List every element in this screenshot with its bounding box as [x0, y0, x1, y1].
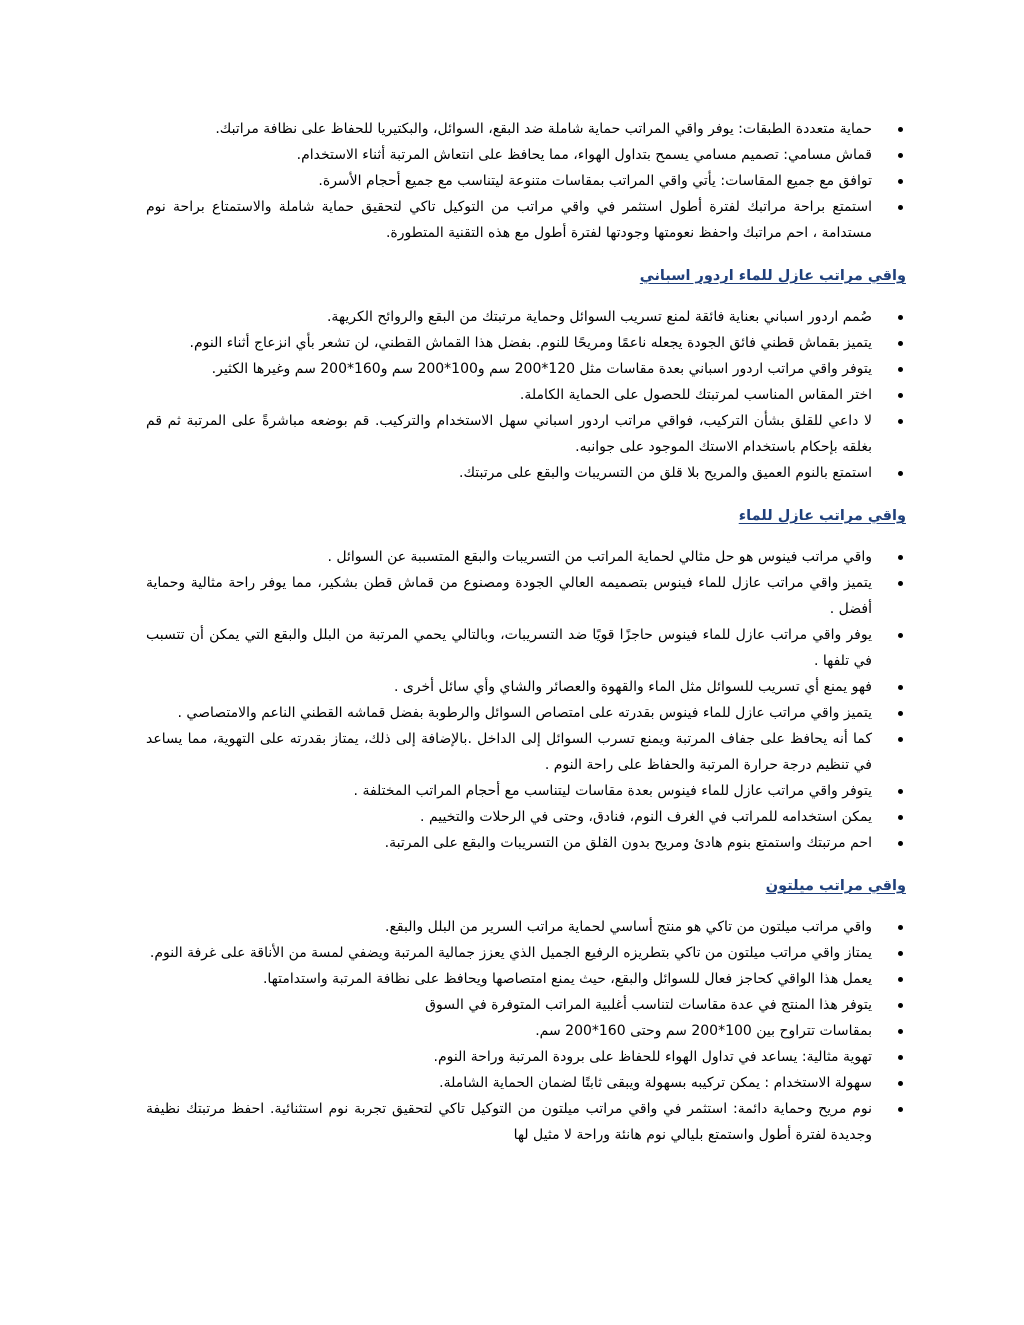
list-item: يتوفر هذا المنتج في عدة مقاسات لتناسب أغلبية المراتب المتوفرة في السوق [146, 992, 906, 1018]
section-waterproof [146, 504, 906, 856]
list-item: يتميز واقي مراتب عازل للماء فينوس بقدرته على امتصاص السوائل والرطوبة بفضل قماشه القطني الناعم والامتصاصي . [146, 700, 906, 726]
bullet-list [146, 304, 906, 486]
list-item: حماية متعددة الطبقات: يوفر واقي المراتب حماية شاملة ضد البقع، السوائل، والبكتيريا للحفاظ على نظافة مراتبك. [146, 116, 906, 142]
list-item: يتوفر واقي مراتب اردور اسباني بعدة مقاسات مثل 120*200 سم و100*200 سم و160*200 سم وغيرها الكثير. [146, 356, 906, 382]
list-item: كما أنه يحافظ على جفاف المرتبة ويمنع تسرب السوائل إلى الداخل .بالإضافة إلى ذلك، يمتاز بقدرته على التهوية، مما يساعد في تنظيم درجة حرارة المرتبة والحفاظ على راحة النوم . [146, 726, 906, 778]
list-item: يوفر واقي مراتب عازل للماء فينوس حاجزًا قويًا ضد التسريبات، وبالتالي يحمي المرتبة من البلل والبقع التي يمكن أن تتسبب في تلفها . [146, 622, 906, 674]
list-item: صُمم اردور اسباني بعناية فائقة لمنع تسريب السوائل وحماية مرتبتك من البقع والروائح الكريهة. [146, 304, 906, 330]
list-item: يتميز بقماش قطني فائق الجودة يجعله ناعمًا ومريحًا للنوم. بفضل هذا القماش القطني، لن تشعر بأي انزعاج أثناء النوم. [146, 330, 906, 356]
list-item: سهولة الاستخدام : يمكن تركيبه بسهولة ويبقى ثابتًا لضمان الحماية الشاملة. [146, 1070, 906, 1096]
bullet-list [146, 914, 906, 1148]
list-item: فهو يمنع أي تسريب للسوائل مثل الماء والقهوة والعصائر والشاي وأي سائل أخرى . [146, 674, 906, 700]
list-item: قماش مسامي: تصميم مسامي يسمح بتداول الهواء، مما يحافظ على انتعاش المرتبة أثناء الاستخدام. [146, 142, 906, 168]
list-item: يمتاز واقي مراتب ميلتون من تاكي بتطريزه الرفيع الجميل الذي يعزز جمالية المرتبة ويضفي لمسة من الأناقة على غرفة النوم. [146, 940, 906, 966]
list-item: استمتع بالنوم العميق والمريح بلا قلق من التسريبات والبقع على مرتبتك. [146, 460, 906, 486]
section-heading[interactable]: واقي مراتب ميلتون [765, 878, 906, 894]
section-heading[interactable]: واقي مراتب عازل للماء اردور اسباني [639, 268, 906, 284]
section-heading[interactable]: واقي مراتب عازل للماء [738, 508, 906, 524]
section-ardour-spanish [146, 264, 906, 486]
list-item: يعمل هذا الواقي كحاجز فعال للسوائل والبقع، حيث يمنع امتصاصها ويحافظ على نظافة المرتبة واستدامتها. [146, 966, 906, 992]
list-item: يمكن استخدامه للمراتب في الغرف النوم، فنادق، وحتى في الرحلات والتخييم . [146, 804, 906, 830]
list-item: يتوفر واقي مراتب عازل للماء فينوس بعدة مقاسات ليتناسب مع أحجام المراتب المختلفة . [146, 778, 906, 804]
bullet-list [146, 544, 906, 856]
bullet-list [146, 116, 906, 246]
list-item: توافق مع جميع المقاسات: يأتي واقي المراتب بمقاسات متنوعة ليتناسب مع جميع أحجام الأسرة. [146, 168, 906, 194]
list-item: بمقاسات تتراوح بين 100*200 سم وحتى 160*200 سم. [146, 1018, 906, 1044]
list-item: يتميز واقي مراتب عازل للماء فينوس بتصميمه العالي الجودة ومصنوع من قماش قطن بشكير، مما يوفر راحة مثالية وحماية أفضل . [146, 570, 906, 622]
list-item: واقي مراتب فينوس هو حل مثالي لحماية المراتب من التسريبات والبقع المتسببة عن السوائل . [146, 544, 906, 570]
section-milton [146, 874, 906, 1148]
list-item: واقي مراتب ميلتون من تاكي هو منتج أساسي لحماية مراتب السرير من البلل والبقع. [146, 914, 906, 940]
list-item: تهوية مثالية: يساعد في تداول الهواء للحفاظ على برودة المرتبة وراحة النوم. [146, 1044, 906, 1070]
list-item: نوم مريح وحماية دائمة: استثمر في واقي مراتب ميلتون من التوكيل تاكي لتحقيق تجربة نوم استثنائية. احفظ مرتبتك نظيفة وجديدة لفترة أطول واستمتع بليالي نوم هانئة وراحة لا مثيل لها [146, 1096, 906, 1148]
list-item: استمتع براحة مراتبك لفترة أطول استثمر في واقي مراتب من التوكيل تاكي لتحقيق حماية شاملة والاستمتاع براحة نوم مستدامة ، احم مراتبك واحفظ نعومتها وجودتها لفترة أطول مع هذه التقنية المتطورة. [146, 194, 906, 246]
document-page [146, 116, 906, 1148]
list-item: اختر المقاس المناسب لمرتبتك للحصول على الحماية الكاملة. [146, 382, 906, 408]
list-item: احم مرتبتك واستمتع بنوم هادئ ومريح بدون القلق من التسريبات والبقع على المرتبة. [146, 830, 906, 856]
section-intro [146, 116, 906, 246]
list-item: لا داعي للقلق بشأن التركيب، فواقي مراتب اردور اسباني سهل الاستخدام والتركيب. قم بوضعه مباشرةً على المرتبة ثم قم بغلقه بإحكام باستخدام الاستك الموجود على جوانبه. [146, 408, 906, 460]
